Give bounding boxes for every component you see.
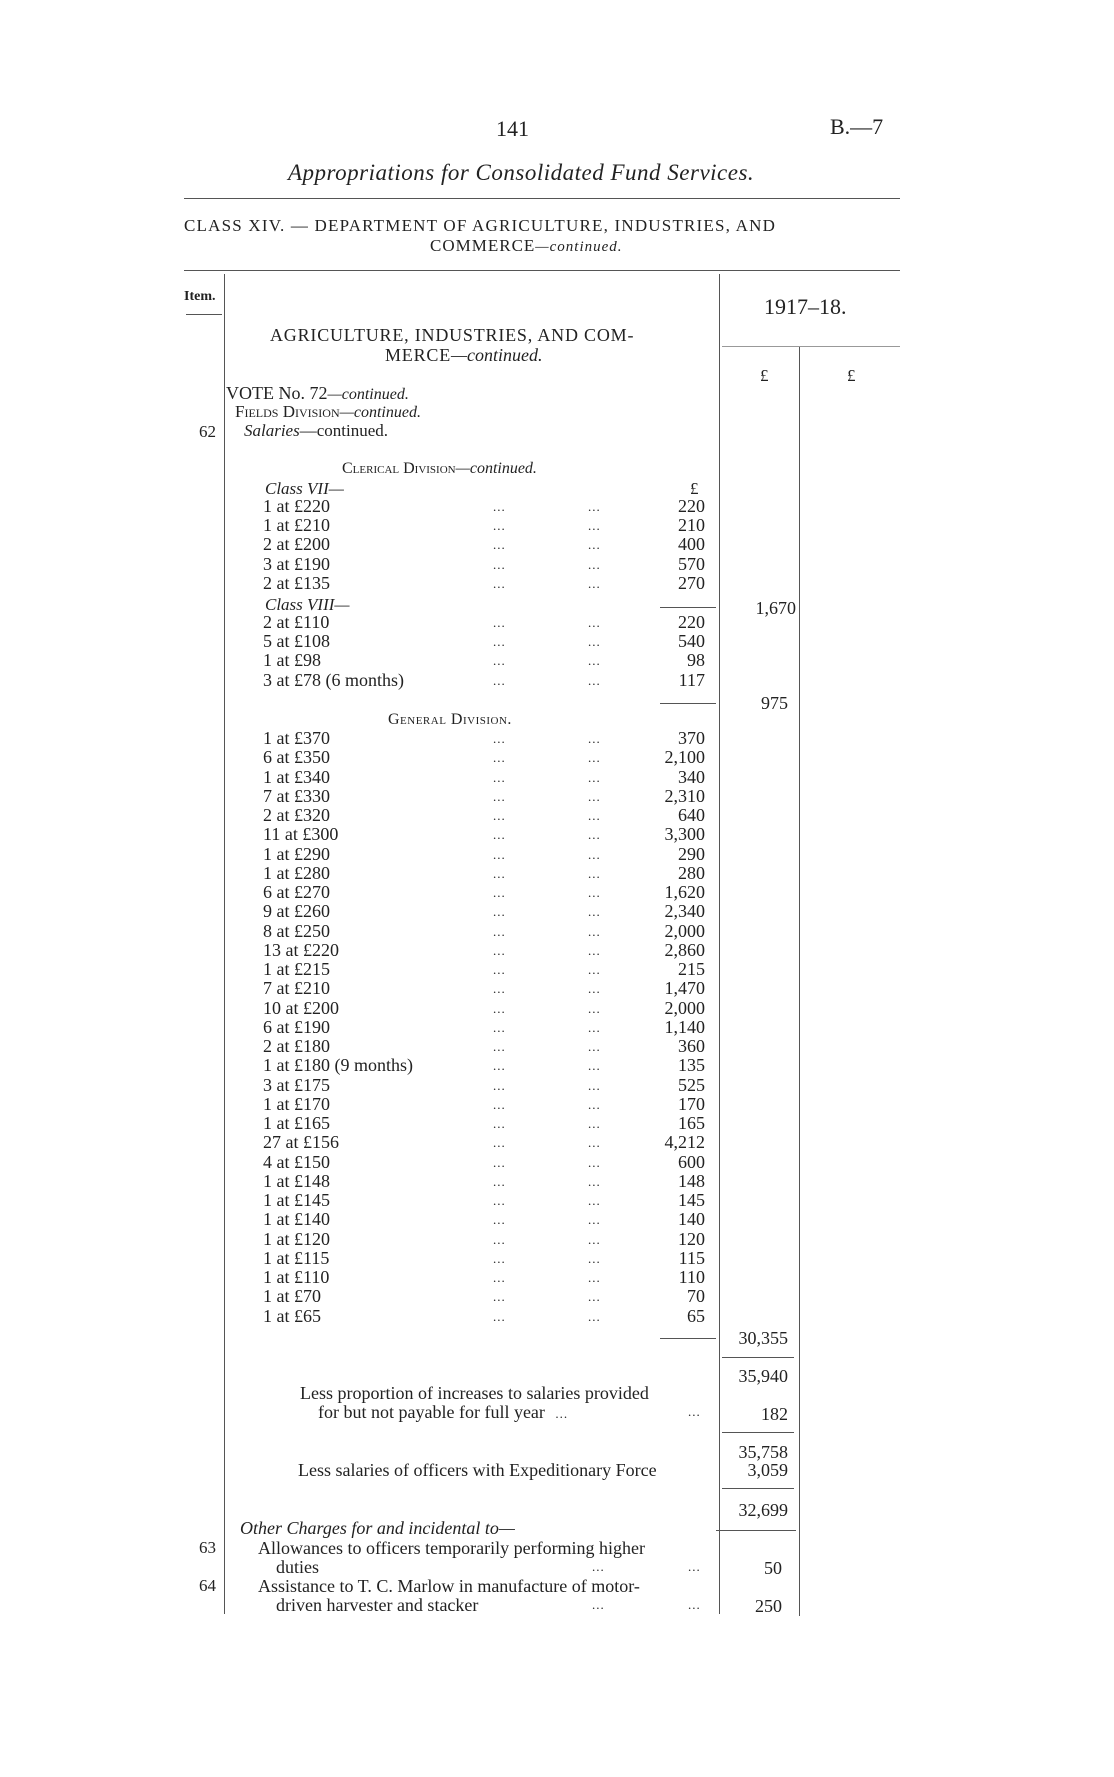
leader-dots: ...: [493, 731, 506, 746]
leader-dots: ...: [588, 1308, 601, 1324]
leader-dots: ...: [493, 556, 506, 572]
item-63-line-2: duties: [276, 1557, 319, 1577]
salary-row-amount: 4,212: [664, 1132, 705, 1153]
salary-row-amount: 340: [678, 766, 705, 787]
salary-row: [263, 960, 713, 979]
salary-row-amount: 135: [678, 1055, 705, 1076]
leader-dots: ...: [588, 575, 601, 591]
leader-dots: ...: [588, 808, 601, 823]
salary-row-label: 2 at £320: [263, 805, 330, 825]
class-viii-total: 975: [761, 693, 788, 713]
leader-dots: ...: [588, 1058, 601, 1074]
leader-dots: ...: [588, 1077, 601, 1093]
leader-dots: ...: [588, 962, 601, 977]
salary-row: [263, 1037, 713, 1056]
salary-row-amount: 1,140: [664, 1016, 705, 1037]
salary-row-label: 1 at £145: [263, 1190, 330, 1210]
salary-row: [263, 1307, 713, 1326]
salary-row: [263, 1230, 713, 1249]
leader-dots: ...: [588, 615, 601, 630]
salary-row-label: 1 at £110: [263, 1267, 330, 1287]
header-rule: [184, 270, 900, 271]
less-increases-leader-2: ...: [688, 1404, 701, 1419]
salary-row-amount: 115: [678, 1247, 705, 1268]
leader-dots: ...: [588, 1116, 601, 1131]
leader-dots: ...: [588, 653, 601, 669]
leader-dots: ...: [493, 1039, 506, 1054]
leader-dots: ...: [493, 1212, 506, 1228]
item-63-number: 63: [199, 1538, 216, 1557]
class-heading-line-1: CLASS XIV. — DEPARTMENT OF AGRICULTURE, INDUSTRIES, AND: [184, 216, 777, 235]
class-viii-heading: Class VIII—: [265, 595, 350, 614]
salary-row: [263, 787, 713, 806]
leader-dots: ...: [588, 672, 601, 688]
salaries-heading: [244, 421, 388, 441]
item-64-line-1: Assistance to T. C. Marlow in manufacture of motor-: [258, 1576, 640, 1596]
general-division-total: 30,355: [738, 1328, 788, 1348]
salary-row-label: 1 at £290: [263, 843, 330, 864]
salary-row-amount: 2,100: [664, 747, 705, 768]
leader-dots: ...: [493, 865, 506, 881]
clerical-division-heading: [342, 460, 537, 478]
salary-row-label: 1 at £165: [263, 1113, 330, 1133]
leader-dots: ...: [493, 750, 506, 766]
leader-dots: ...: [493, 499, 506, 514]
salary-row-amount: 2,310: [664, 785, 705, 806]
leader-dots: ...: [493, 1000, 506, 1016]
leader-dots: ...: [588, 827, 601, 843]
salary-row-amount: 145: [678, 1190, 705, 1210]
salary-row-label: 8 at £250: [263, 920, 330, 941]
salary-row-amount: 640: [678, 805, 705, 825]
department-heading-line-2: [385, 345, 543, 366]
salary-row-label: 5 at £108: [263, 631, 330, 652]
salary-row: [263, 574, 713, 593]
salaries-label: Salaries: [244, 421, 300, 440]
leader-dots: ...: [588, 731, 601, 746]
leader-dots: ...: [493, 1135, 506, 1151]
salary-row-amount: 165: [678, 1113, 705, 1133]
class-heading-word: COMMERCE: [430, 236, 536, 255]
vote-heading: [226, 383, 409, 404]
leader-dots: ...: [493, 923, 506, 939]
salary-row: [263, 941, 713, 960]
salary-row: [263, 1114, 713, 1133]
class-heading-line-2: [430, 236, 623, 256]
leader-dots: ...: [588, 1289, 601, 1305]
salary-row-amount: 540: [678, 631, 705, 652]
salary-row-amount: 70: [687, 1286, 705, 1307]
salaries-suffix: —continued.: [299, 421, 389, 440]
leader-dots: ...: [493, 885, 506, 900]
salary-row-amount: 120: [678, 1228, 705, 1249]
salary-row: [263, 883, 713, 902]
other-charges-heading: Other Charges for and incidental to—: [240, 1518, 515, 1538]
pound-subcolumn: £: [690, 479, 699, 498]
salary-row: [263, 1249, 713, 1268]
salary-row: [263, 1133, 713, 1152]
department-heading-line-1: AGRICULTURE, INDUSTRIES, AND COM-: [270, 325, 635, 345]
salary-row: [263, 1056, 713, 1075]
leader-dots: ...: [588, 923, 601, 939]
item-64-leader-2: ...: [688, 1597, 701, 1612]
leader-dots: ...: [588, 1212, 601, 1228]
general-division-heading: General Division.: [388, 711, 512, 728]
item-63-leader-2: ...: [688, 1559, 701, 1574]
salary-row: [263, 555, 713, 574]
salary-row-label: 1 at £370: [263, 728, 330, 748]
salary-row-label: 1 at £65: [263, 1305, 321, 1326]
salary-row: [263, 864, 713, 883]
leader-dots: ...: [588, 846, 601, 862]
leader-dots: ...: [493, 1173, 506, 1189]
leader-dots: ...: [493, 904, 506, 920]
salary-row: [263, 1172, 713, 1191]
salary-row-amount: 220: [678, 496, 705, 516]
salary-row-label: 2 at £180: [263, 1036, 330, 1056]
salary-row-label: 2 at £110: [263, 612, 330, 632]
salary-row-label: 2 at £200: [263, 534, 330, 555]
salary-row-amount: 3,300: [664, 824, 705, 845]
salary-row-amount: 2,000: [664, 920, 705, 941]
subtotal-1: 35,940: [738, 1366, 788, 1386]
page-title: Appropriations for Consolidated Fund Services.: [288, 160, 755, 185]
leader-dots: ...: [588, 1250, 601, 1266]
leader-dots: ...: [493, 537, 506, 553]
other-charges-rule: [716, 1530, 796, 1531]
salary-row-label: 27 at £156: [263, 1132, 339, 1153]
leader-dots: ...: [588, 1193, 601, 1208]
leader-dots: ...: [588, 499, 601, 514]
salary-row: [263, 806, 713, 825]
leader-dots: ...: [588, 1154, 601, 1170]
leader-dots: ...: [588, 904, 601, 920]
leader-dots: ...: [493, 1154, 506, 1170]
salary-row-amount: 117: [678, 669, 705, 690]
leader-dots: ...: [493, 518, 506, 534]
salary-row-label: 1 at £115: [263, 1247, 330, 1268]
department-heading-suffix: —continued.: [451, 345, 543, 365]
salary-row-label: 6 at £190: [263, 1016, 330, 1037]
leader-dots: ...: [493, 1077, 506, 1093]
leader-dots: ...: [493, 1116, 506, 1131]
salary-row: [263, 632, 713, 651]
subtotal-2-rule: [722, 1432, 794, 1433]
leader-dots: ...: [588, 1135, 601, 1151]
salary-row-label: 3 at £175: [263, 1074, 330, 1095]
salary-row-label: 1 at £98: [263, 650, 321, 671]
salary-row-amount: 280: [678, 862, 705, 883]
leader-dots: ...: [588, 1096, 601, 1112]
clerical-division-suffix: —continued.: [455, 460, 537, 477]
salary-row-label: 1 at £180 (9 months): [263, 1055, 413, 1076]
salary-row-amount: 148: [678, 1170, 705, 1191]
salary-row-label: 1 at £280: [263, 862, 330, 883]
leader-dots: ...: [493, 1231, 506, 1247]
vote-suffix: —continued.: [327, 386, 409, 403]
leader-dots: ...: [493, 1058, 506, 1074]
salary-row-amount: 600: [678, 1151, 705, 1172]
salary-row: [263, 1095, 713, 1114]
salary-row-amount: 170: [678, 1093, 705, 1114]
salary-row-label: 1 at £340: [263, 766, 330, 787]
item-63-leader-1: ...: [592, 1559, 605, 1574]
subtotal-2: 35,758: [738, 1442, 788, 1462]
salary-row-label: 2 at £135: [263, 572, 330, 593]
salary-row: [263, 748, 713, 767]
salary-row-amount: 220: [678, 612, 705, 632]
class-vii-rule: [660, 607, 716, 608]
leader-dots: ...: [493, 1270, 506, 1285]
salary-row-amount: 525: [678, 1074, 705, 1095]
leader-dots: ...: [588, 1019, 601, 1035]
leader-dots: ...: [493, 615, 506, 630]
item-64-leader-1: ...: [592, 1597, 605, 1612]
salary-row-label: 1 at £220: [263, 496, 330, 516]
salary-row: [263, 1210, 713, 1229]
salary-row: [263, 671, 713, 690]
salary-row-amount: 65: [687, 1305, 705, 1326]
item-header-rule: [186, 314, 222, 315]
salary-row-amount: 400: [678, 534, 705, 555]
salary-row-label: 3 at £190: [263, 553, 330, 574]
leader-dots: ...: [588, 1173, 601, 1189]
item-62-number: 62: [199, 422, 216, 441]
leader-dots: ...: [588, 885, 601, 900]
leader-dots: ...: [493, 634, 506, 650]
leader-dots: ...: [493, 981, 506, 997]
year-header-rule: [722, 346, 900, 347]
salary-row: [263, 902, 713, 921]
salary-row: [263, 768, 713, 787]
item-64-amount: 250: [755, 1596, 782, 1616]
pound-column-a: £: [760, 366, 769, 385]
salary-row-label: 7 at £210: [263, 978, 330, 999]
leader-dots: ...: [493, 769, 506, 785]
subtotal-1-rule: [722, 1357, 794, 1358]
salary-row: [263, 1287, 713, 1306]
leader-dots: ...: [493, 1019, 506, 1035]
item-64-line-2: driven harvester and stacker: [276, 1595, 479, 1615]
less-increases-line-1: Less proportion of increases to salaries provided: [300, 1383, 649, 1403]
salary-row-amount: 1,620: [664, 882, 705, 902]
amount-column-rule-mid: [799, 346, 800, 1616]
salary-row-label: 13 at £220: [263, 939, 339, 960]
salary-row-amount: 290: [678, 843, 705, 864]
salary-row-label: 1 at £70: [263, 1286, 321, 1307]
less-increases-line-2: [318, 1402, 568, 1423]
leader-dots: ...: [588, 942, 601, 958]
general-division-rule: [660, 1338, 716, 1339]
leader-dots: ...: [588, 537, 601, 553]
leader-dots: ...: [588, 865, 601, 881]
less-expeditionary-line: Less salaries of officers with Expeditionary Force: [298, 1460, 657, 1480]
salary-row-label: 9 at £260: [263, 901, 330, 922]
leader-dots: ...: [493, 1096, 506, 1112]
leader-dots: ...: [493, 962, 506, 977]
salary-row-amount: 570: [678, 553, 705, 574]
salary-row: [263, 497, 713, 516]
item-63-line-1: Allowances to officers temporarily performing higher: [258, 1538, 646, 1558]
salary-row-amount: 215: [678, 959, 705, 979]
leader-dots: ...: [493, 788, 506, 804]
salary-row-label: 4 at £150: [263, 1151, 330, 1172]
class-vii-heading: Class VII—: [265, 479, 344, 498]
document-code: B.—7: [830, 114, 884, 139]
salary-row: [263, 1018, 713, 1037]
salary-row: [263, 979, 713, 998]
leader-dots: ...: [588, 769, 601, 785]
salary-row: [263, 922, 713, 941]
leader-dots: ...: [493, 653, 506, 669]
vote-number: VOTE No. 72: [226, 383, 328, 403]
salary-row-amount: 360: [678, 1036, 705, 1056]
leader-dots: ...: [588, 750, 601, 766]
item-column-header: Item.: [184, 289, 216, 304]
salary-row: [263, 516, 713, 535]
leader-dots: ...: [493, 575, 506, 591]
salary-row: [263, 729, 713, 748]
salary-row-amount: 210: [678, 515, 705, 536]
less-expeditionary-amount: 3,059: [747, 1460, 788, 1480]
salary-row-amount: 110: [678, 1267, 705, 1287]
leader-dots: ...: [493, 1193, 506, 1208]
salary-row-amount: 1,470: [664, 978, 705, 999]
leader-dots: ...: [588, 1270, 601, 1285]
leader-dots: ...: [588, 1039, 601, 1054]
salary-row-label: 6 at £270: [263, 882, 330, 902]
less-increases-amount: 182: [761, 1404, 788, 1424]
salary-row: [263, 1153, 713, 1172]
department-heading-word: MERCE: [385, 345, 452, 365]
fields-division-label: Fields Division: [235, 402, 340, 421]
leader-dots: ...: [588, 634, 601, 650]
salary-row-label: 1 at £140: [263, 1209, 330, 1230]
item-64-number: 64: [199, 1576, 216, 1595]
salary-row: [263, 613, 713, 632]
salary-row: [263, 825, 713, 844]
salary-row-label: 1 at £210: [263, 515, 330, 536]
subtotal-3: 32,699: [738, 1500, 788, 1520]
leader-dots: ...: [588, 788, 601, 804]
leader-dots: ...: [493, 846, 506, 862]
leader-dots: ...: [493, 808, 506, 823]
class-vii-total: 1,670: [755, 598, 796, 618]
leader-dots: ...: [588, 1231, 601, 1247]
salary-row: [263, 1268, 713, 1287]
leader-dots: ...: [588, 981, 601, 997]
salary-row-label: 7 at £330: [263, 785, 330, 806]
clerical-division-label: Clerical Division: [342, 460, 456, 477]
salary-row-amount: 270: [678, 572, 705, 593]
year-column-header: 1917–18.: [764, 294, 847, 319]
salary-row-amount: 2,340: [664, 901, 705, 922]
salary-row-label: 1 at £148: [263, 1170, 330, 1191]
leader-dots: ...: [588, 556, 601, 572]
title-rule: [184, 198, 900, 199]
leader-dots: ...: [493, 1250, 506, 1266]
salary-row: [263, 1076, 713, 1095]
salary-row-amount: 2,000: [664, 997, 705, 1018]
salary-row-label: 11 at £300: [263, 824, 339, 845]
pound-column-b: £: [847, 366, 856, 385]
salary-row-amount: 98: [687, 650, 705, 671]
salary-row-amount: 2,860: [664, 939, 705, 960]
leader-dots: ...: [588, 1000, 601, 1016]
item-63-amount: 50: [764, 1558, 782, 1578]
salary-row: [263, 999, 713, 1018]
salary-row-label: 6 at £350: [263, 747, 330, 768]
salary-row-label: 1 at £170: [263, 1093, 330, 1114]
fields-division-heading: [235, 402, 421, 422]
salary-row: [263, 651, 713, 670]
leader-dots: ...: [493, 1289, 506, 1305]
salary-row-amount: 140: [678, 1209, 705, 1230]
subtotal-3-rule: [722, 1488, 794, 1489]
leader-dots: ...: [493, 827, 506, 843]
salary-row: [263, 845, 713, 864]
fields-division-suffix: —continued.: [339, 404, 421, 421]
less-increases-leader: ...: [555, 1406, 569, 1421]
class-viii-rule: [660, 703, 716, 704]
leader-dots: ...: [493, 1308, 506, 1324]
salary-row-label: 3 at £78 (6 months): [263, 669, 404, 690]
salary-row-label: 10 at £200: [263, 997, 339, 1018]
salary-row-label: 1 at £120: [263, 1228, 330, 1249]
page-number: 141: [496, 116, 529, 141]
salary-row: [263, 535, 713, 554]
item-column-rule: [224, 274, 225, 1614]
salary-row-label: 1 at £215: [263, 959, 330, 979]
leader-dots: ...: [588, 518, 601, 534]
leader-dots: ...: [493, 942, 506, 958]
salary-row: [263, 1191, 713, 1210]
leader-dots: ...: [493, 672, 506, 688]
class-heading-suffix: —continued.: [535, 239, 623, 255]
salary-row-amount: 370: [678, 728, 705, 748]
less-increases-text: for but not payable for full year: [318, 1402, 545, 1422]
